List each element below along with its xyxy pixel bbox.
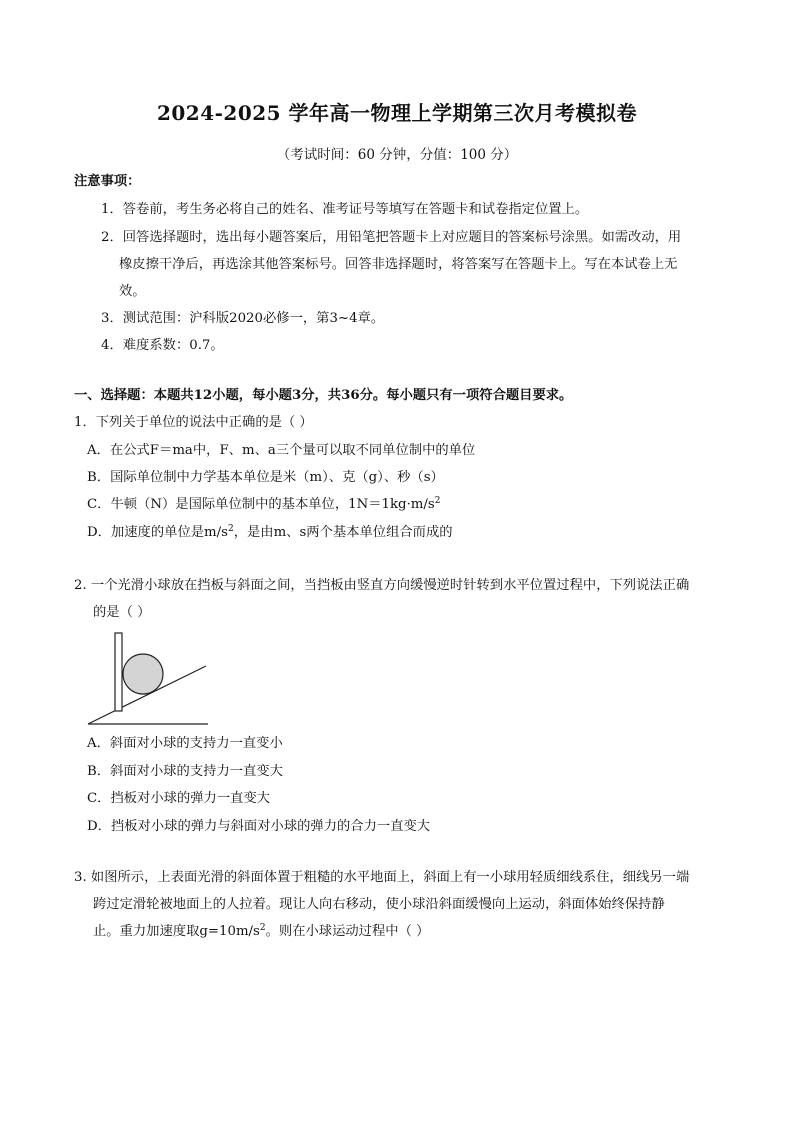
question-1-option-a: A．在公式F＝ma中，F、m、a三个量可以取不同单位制中的单位 <box>87 443 476 458</box>
question-3-stem-cont: 跨过定滑轮被地面上的人拉着。现让人向右移动，使小球沿斜面缓慢向上运动，斜面体始终保持静 <box>93 897 665 912</box>
question-3-stem: 3. 如图所示，上表面光滑的斜面体置于粗糙的水平地面上，斜面上有一小球用轻质细线系住，细线另一端 <box>74 870 690 885</box>
ball <box>123 654 163 694</box>
section-heading: 一、选择题：本题共12小题，每小题3分，共36分。每小题只有一项符合题目要求。 <box>74 388 573 403</box>
stem-text: 止。重力加速度取g=10m/s <box>93 924 260 939</box>
question-2-option-b: B．斜面对小球的支持力一直变大 <box>87 764 283 779</box>
notice-item-text: 答卷前，考生务必将自己的姓名、准考证号等填写在答题卡和试卷指定位置上。 <box>122 202 589 217</box>
notice-heading: 注意事项： <box>74 174 141 189</box>
notice-item-1 <box>101 200 588 220</box>
option-text: D．加速度的单位是m/s <box>87 525 228 540</box>
notice-item-text: 难度系数：0.7。 <box>122 338 224 353</box>
notice-item-2 <box>101 228 681 248</box>
baffle-plate <box>115 633 122 711</box>
superscript: 2 <box>227 524 234 534</box>
question-1-option-b: B．国际单位制中力学基本单位是米（m）、克（g）、秒（s） <box>87 470 444 485</box>
notice-item-number: 1． <box>101 202 123 217</box>
option-text: C．牛顿（N）是国际单位制中的基本单位，1N＝1kg·m/s <box>87 497 435 512</box>
notice-item-2-cont: 橡皮擦干净后，再选涂其他答案标号。回答非选择题时，将答案写在答题卡上。写在本试卷上无 <box>119 257 678 272</box>
stem-text: 。则在小球运动过程中（ ） <box>265 924 430 939</box>
notice-item-number: 4． <box>101 338 123 353</box>
notice-item-4 <box>101 336 224 356</box>
superscript: 2 <box>434 496 441 506</box>
incline-ball-diagram <box>86 628 214 730</box>
superscript: 2 <box>259 923 266 933</box>
notice-item-text: 测试范围：沪科版2020必修一，第3~4章。 <box>122 311 385 326</box>
question-1-option-c <box>87 495 440 515</box>
page-title: 2024-2025 学年高一物理上学期第三次月考模拟卷 <box>156 101 638 125</box>
question-2-option-a: A．斜面对小球的支持力一直变小 <box>87 736 283 751</box>
option-text: ，是由m、s两个基本单位组合而成的 <box>233 525 453 540</box>
question-2-option-c: C．挡板对小球的弹力一直变大 <box>87 791 271 806</box>
question-2-stem: 2. 一个光滑小球放在挡板与斜面之间，当挡板由竖直方向缓慢逆时针转到水平位置过程中，下列说法正确 <box>74 578 690 593</box>
notice-item-number: 2． <box>101 230 123 245</box>
question-2-option-d: D．挡板对小球的弹力与斜面对小球的弹力的合力一直变大 <box>87 819 431 834</box>
exam-info: （考试时间：60 分钟，分值：100 分） <box>276 147 518 163</box>
question-3-stem-cont <box>93 922 429 942</box>
notice-item-3 <box>101 309 384 329</box>
notice-item-2-cont: 效。 <box>119 284 146 299</box>
question-1-option-d <box>87 523 453 543</box>
question-1-stem: 1．下列关于单位的说法中正确的是（ ） <box>74 415 313 430</box>
question-2-stem-cont: 的是（ ） <box>93 605 151 620</box>
notice-item-number: 3． <box>101 311 123 326</box>
notice-item-text: 回答选择题时，选出每小题答案后，用铅笔把答题卡上对应题目的答案标号涂黑。如需改动，用 <box>122 230 682 245</box>
